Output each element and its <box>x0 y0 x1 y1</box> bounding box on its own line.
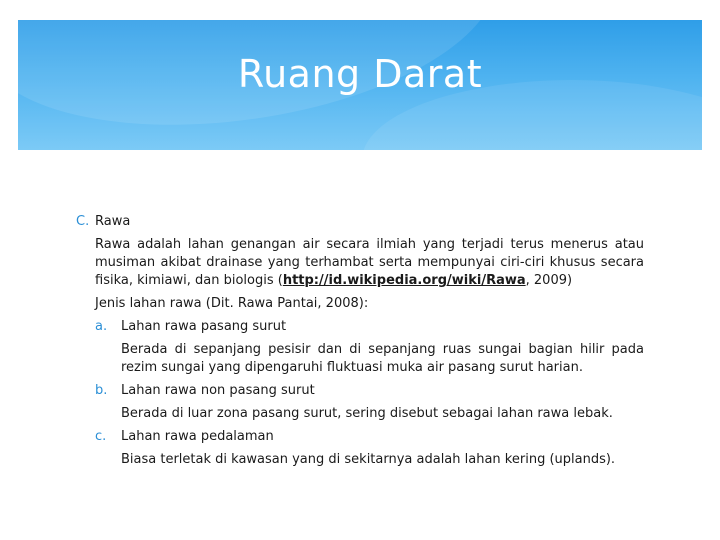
definition-paragraph <box>76 236 644 290</box>
type-name: Lahan rawa non pasang surut <box>121 383 315 398</box>
definition-citation: , 2009) <box>525 273 573 288</box>
section-marker: C. <box>76 214 90 229</box>
type-name: Lahan rawa pedalaman <box>121 429 274 444</box>
list-item-type-a <box>76 317 644 337</box>
list-marker: b. <box>95 383 108 398</box>
section-heading <box>76 212 644 232</box>
type-description: Berada di sepanjang pesisir dan di sepanjang ruas sungai bagian hilir pada rezim sungai yang dipengaruhi fluktuasi muka air pasang surut harian. <box>121 342 644 375</box>
type-description: Biasa terletak di kawasan yang di sekitarnya adalah lahan kering (uplands). <box>121 452 616 467</box>
type-description: Berada di luar zona pasang surut, sering disebut sebagai lahan rawa lebak. <box>121 406 613 421</box>
slide-body <box>76 212 644 470</box>
section-title: Rawa <box>95 214 131 229</box>
list-marker: c. <box>95 429 107 444</box>
slide-title: Ruang Darat <box>237 52 483 96</box>
types-heading: Jenis lahan rawa (Dit. Rawa Pantai, 2008): <box>95 296 369 311</box>
list-item-type-b <box>76 381 644 401</box>
type-name: Lahan rawa pasang surut <box>121 319 287 334</box>
list-marker: a. <box>95 319 108 334</box>
wikipedia-link[interactable]: http://id.wikipedia.org/wiki/Rawa <box>282 273 526 288</box>
definition-text: Rawa adalah lahan genangan air secara ilmiah yang terjadi terus menerus atau musiman akibat drainase yang terhambat serta mempunyai ciri-ciri khusus secara fisika, kimiawi, dan biologis ( <box>95 237 644 288</box>
list-item-type-c <box>76 427 644 447</box>
